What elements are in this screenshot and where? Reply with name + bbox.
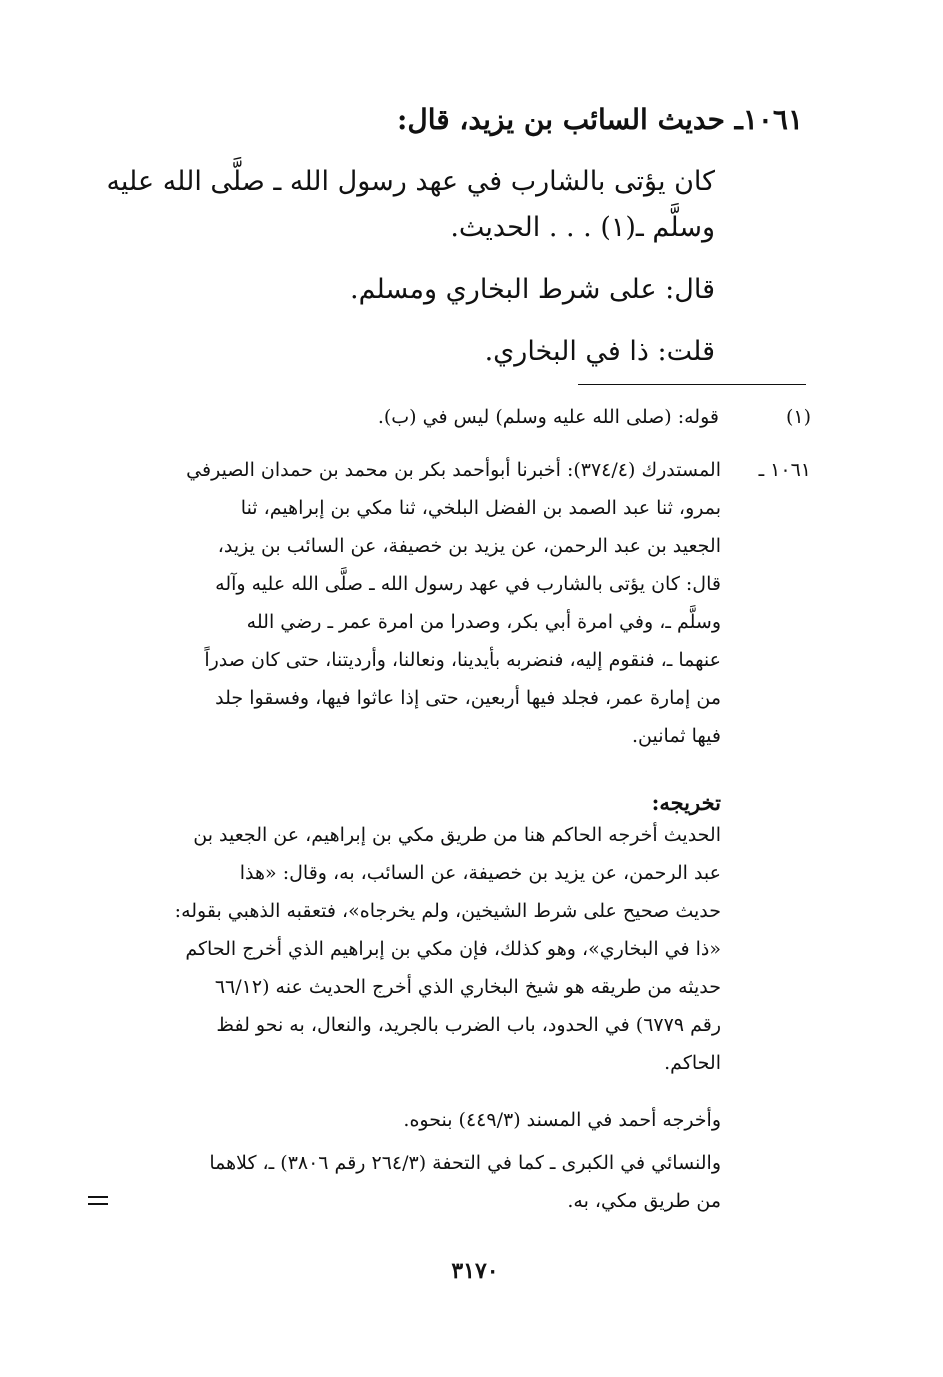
- takhrij-line: وأخرجه أحمد في المسند (٤٤٩/٣) بنحوه.: [403, 1109, 721, 1131]
- hadith-heading: ١٠٦١ـ حديث السائب بن يزيد، قال:: [397, 103, 803, 136]
- takhrij-line: من طريق مكي، به.: [567, 1190, 721, 1212]
- isnad-line: قال: كان يؤتى بالشارب في عهد رسول الله ـ صلَّى الله عليه وآله: [215, 573, 721, 595]
- entry-number: ١٠٦١ ـ: [758, 459, 811, 481]
- footnote-divider: [578, 384, 806, 385]
- isnad-line: بمرو، ثنا عبد الصمد بن الفضل البلخي، ثنا مكي بن إبراهيم، ثنا: [240, 497, 721, 519]
- takhrij-line: عبد الرحمن، عن يزيد بن خصيفة، عن السائب، به، وقال: «هذا: [239, 862, 721, 884]
- footnote-number: (١): [785, 406, 811, 428]
- isnad-line: من إمارة عمر، فجلد فيها أربعين، حتى إذا عاثوا فيها، وفسقوا جلد: [215, 687, 721, 709]
- takhrij-line: حديث صحيح على شرط الشيخين، ولم يخرجاه»، فتعقبه الذهبي بقوله:: [174, 900, 721, 922]
- hadith-text-line: وسلَّم ـ(١) . . . الحديث.: [450, 212, 715, 243]
- isnad-line: عنهما ـ، فنقوم إليه، فنضربه بأيدينا، ونعالنا، وأرديتنا، حتى كان صدراً: [204, 649, 721, 671]
- isnad-line: الجعيد بن عبد الرحمن، عن يزيد بن خصيفة، عن السائب بن يزيد،: [217, 535, 721, 557]
- takhrij-heading: تخريجه:: [651, 790, 721, 815]
- takhrij-line: والنسائي في الكبرى ـ كما في التحفة (٢٦٤/٣ رقم ٣٨٠٦) ـ، كلاهما: [209, 1152, 721, 1174]
- hakim-comment-line: قال: على شرط البخاري ومسلم.: [349, 274, 715, 305]
- footnote-text: قوله: (صلى الله عليه وسلم) ليس في (ب).: [377, 406, 719, 428]
- takhrij-line: «ذا في البخاري»، وهو كذلك، فإن مكي بن إبراهيم الذي أخرج الحاكم: [185, 938, 721, 960]
- hadith-text-line: كان يؤتى بالشارب في عهد رسول الله ـ صلَّى الله عليه: [106, 166, 715, 197]
- takhrij-line: رقم ٦٧٧٩) في الحدود، باب الضرب بالجريد، والنعال، به نحو لفظ: [216, 1014, 721, 1036]
- takhrij-line: الحديث أخرجه الحاكم هنا من طريق مكي بن إبراهيم، عن الجعيد بن: [193, 824, 721, 846]
- isnad-line: وسلَّم ـ، وفي امرة أبي بكر، وصدرا من امرة عمر ـ رضي الله: [246, 611, 721, 633]
- page-number: ٣١٧٠: [451, 1258, 499, 1284]
- isnad-line: فيها ثمانين.: [632, 725, 721, 747]
- author-comment-line: قلت: ذا في البخاري.: [484, 336, 715, 367]
- continuation-mark: [88, 1196, 108, 1210]
- takhrij-line: حديثه من طريقه هو شيخ البخاري الذي أخرج الحديث عنه (٦٦/١٢: [214, 976, 721, 998]
- isnad-line: المستدرك (٣٧٤/٤): أخبرنا أبوأحمد بكر بن محمد بن حمدان الصيرفي: [186, 459, 721, 481]
- takhrij-line: الحاكم.: [664, 1052, 721, 1074]
